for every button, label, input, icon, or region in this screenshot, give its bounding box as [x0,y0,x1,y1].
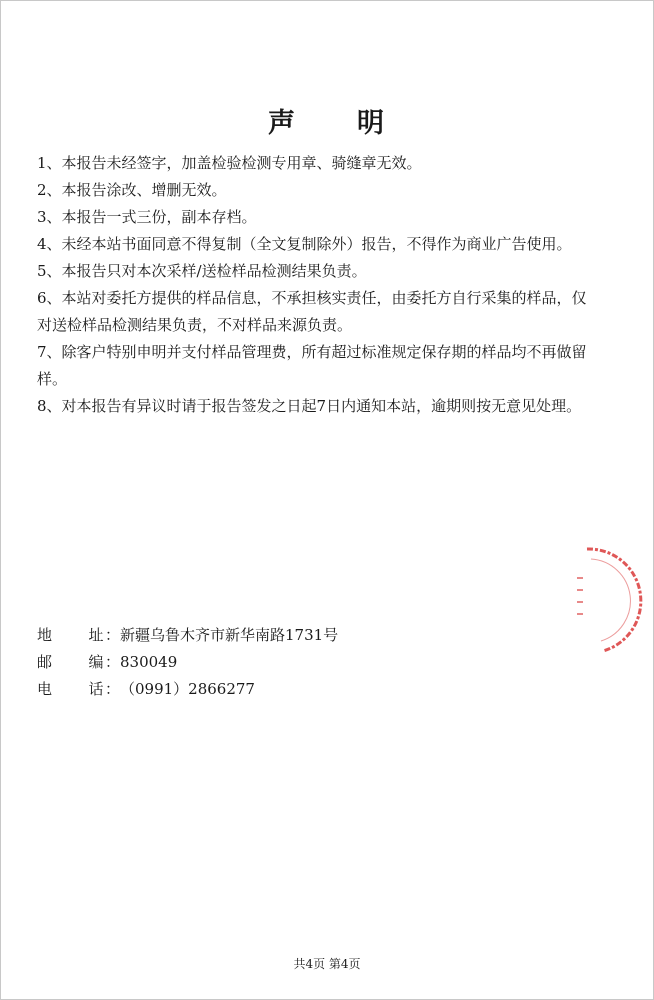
address-value: 新疆乌鲁木齐市新华南路1731号 [120,626,339,644]
clause-8: 8、对本报告有异议时请于报告签发之日起7日内通知本站，逾期则按无意见处理。 [37,397,582,415]
postcode-value: 830049 [120,653,178,671]
clause-5: 5、本报告只对本次采样/送检样品检测结果负责。 [37,262,367,280]
title-char-2: 明 [357,108,386,139]
phone-label: 电 话： [37,680,120,698]
clause-4: 4、未经本站书面同意不得复制（全文复制除外）报告，不得作为商业广告使用。 [37,235,572,253]
contact-info [37,622,577,703]
title-char-1: 声 [268,108,297,139]
clause-6: 6、本站对委托方提供的样品信息，不承担核实责任，由委托方自行采集的样品，仅对送检样品检测结果负责，不对样品来源负责。 [37,289,587,334]
phone-value: （0991）2866277 [120,680,255,698]
clause-2: 2、本报告涂改、增删无效。 [37,181,227,199]
postcode-label: 邮 编： [37,653,120,671]
clause-3: 3、本报告一式三份，副本存档。 [37,208,257,226]
clause-7: 7、除客户特别申明并支付样品管理费，所有超过标准规定保存期的样品均不再做留样。 [37,343,587,388]
clause-1: 1、本报告未经签字，加盖检验检测专用章、骑缝章无效。 [37,154,422,172]
page-number-footer: 共4页 第4页 [293,957,361,971]
page-title [1,101,653,140]
address-row [37,622,577,649]
phone-row [37,676,577,703]
declaration-clauses [37,150,597,420]
address-label: 地 址： [37,626,120,644]
postcode-row [37,649,577,676]
